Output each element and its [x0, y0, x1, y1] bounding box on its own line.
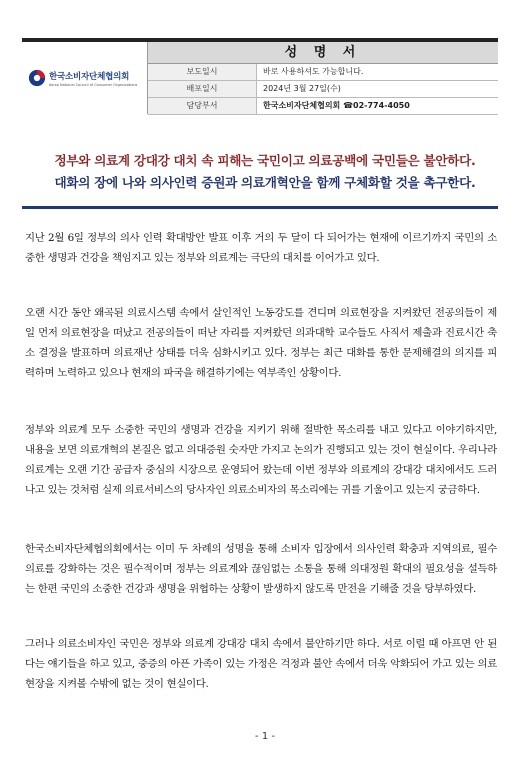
meta-row-release	[148, 64, 498, 81]
meta-value-release: 바로 사용하셔도 가능합니다.	[263, 67, 364, 76]
page-number: - 1 -	[255, 731, 275, 742]
meta-row-department	[148, 98, 498, 115]
press-header	[22, 38, 498, 118]
doc-type-title: 성 명 서	[148, 42, 498, 64]
meta-row-distribution	[148, 81, 498, 98]
headline-line-2: 대화의 장에 나와 의사인력 증원과 의료개혁안을 함께 구체화할 것을 촉구한다.	[54, 175, 476, 190]
org-name-en: Korea National Council of Consumer Organizations	[49, 83, 138, 87]
meta-value-department: 한국소비자단체협의회 ☎02-774-4050	[263, 101, 410, 110]
org-logo-icon	[28, 69, 46, 87]
body-paragraph-4: 한국소비자단체협의회에서는 이미 두 차례의 성명을 통해 소비자 입장에서 의사인력 확충과 지역의료, 필수의료를 강화하는 것은 필수적이며 정부는 의료계와 끊임없는 소통을 통해 의대정원 확대의 필요성을 설득하는 한편 국민의 소중한 건강과 생명을 위협하는 상황이 발생하지 않도록 만전을 기해줄 것을 당부하였다.	[25, 543, 497, 595]
meta-value-distribution: 2024년 3월 27일(수)	[263, 84, 341, 93]
body-paragraph-1: 지난 2월 6일 정부의 의사 인력 확대방안 발표 이후 거의 두 달이 다 되어가는 현재에 이르기까지 국민의 소중한 생명과 건강을 책임지고 있는 정부와 의료계는 극단의 대치를 이어가고 있다.	[25, 232, 497, 264]
org-name-ko: 한국소비자단체협의회	[49, 72, 130, 82]
meta-label-release: 보도일시	[148, 64, 257, 80]
headline-divider	[22, 206, 498, 209]
org-logo	[22, 42, 148, 114]
body-paragraph-2: 오랜 시간 동안 왜곡된 의료시스템 속에서 살인적인 노동강도를 견디며 의료현장을 지켜왔던 전공의들이 제일 먼저 의료현장을 떠났고 전공의들이 떠난 자리를 지켜왔던 의과대학 교수들도 사직서 제출과 진료시간 축소 결정을 발표하며 의료재난 상태를 더욱 심화시키고 있다. 정부는 최근 대화를 통한 문제해결의 의지를 피력하며 노력하고 있으나 현재의 파국을 해결하기에는 역부족인 상황이다.	[25, 307, 497, 379]
meta-label-department: 담당부서	[148, 98, 257, 114]
headline-line-1: 정부와 의료계 강대강 대치 속 피해는 국민이고 의료공백에 국민들은 불안하다.	[54, 153, 476, 168]
meta-label-distribution: 배포일시	[148, 81, 257, 97]
body-paragraph-3: 정부와 의료계 모두 소중한 국민의 생명과 건강을 지키기 위해 절박한 목소리를 내고 있다고 이야기하지만, 내용을 보면 의료개혁의 본질은 없고 의대증원 숫자만 가지고 논의가 진행되고 있는 것이 현실이다. 우리나라 의료계는 오랜 기간 공급자 중심의 시장으로 운영되어 왔는데 이번 정부와 의료계의 강대강 대치에서도 드러나고 있는 것처럼 실제 의료서비스의 당사자인 의료소비자의 목소리에는 귀를 기울이고 있는지 궁금하다.	[25, 424, 497, 496]
body-paragraph-5: 그러나 의료소비자인 국민은 정부와 의료계 강대강 대치 속에서 불안하기만 하다. 서로 이럴 때 아프면 안 된다는 얘기들을 하고 있고, 중증의 아픈 가족이 있는 가정은 걱정과 불안 속에서 더욱 악화되어 가고 있는 의료현장을 지켜볼 수밖에 없는 것이 현실이다.	[25, 638, 497, 690]
